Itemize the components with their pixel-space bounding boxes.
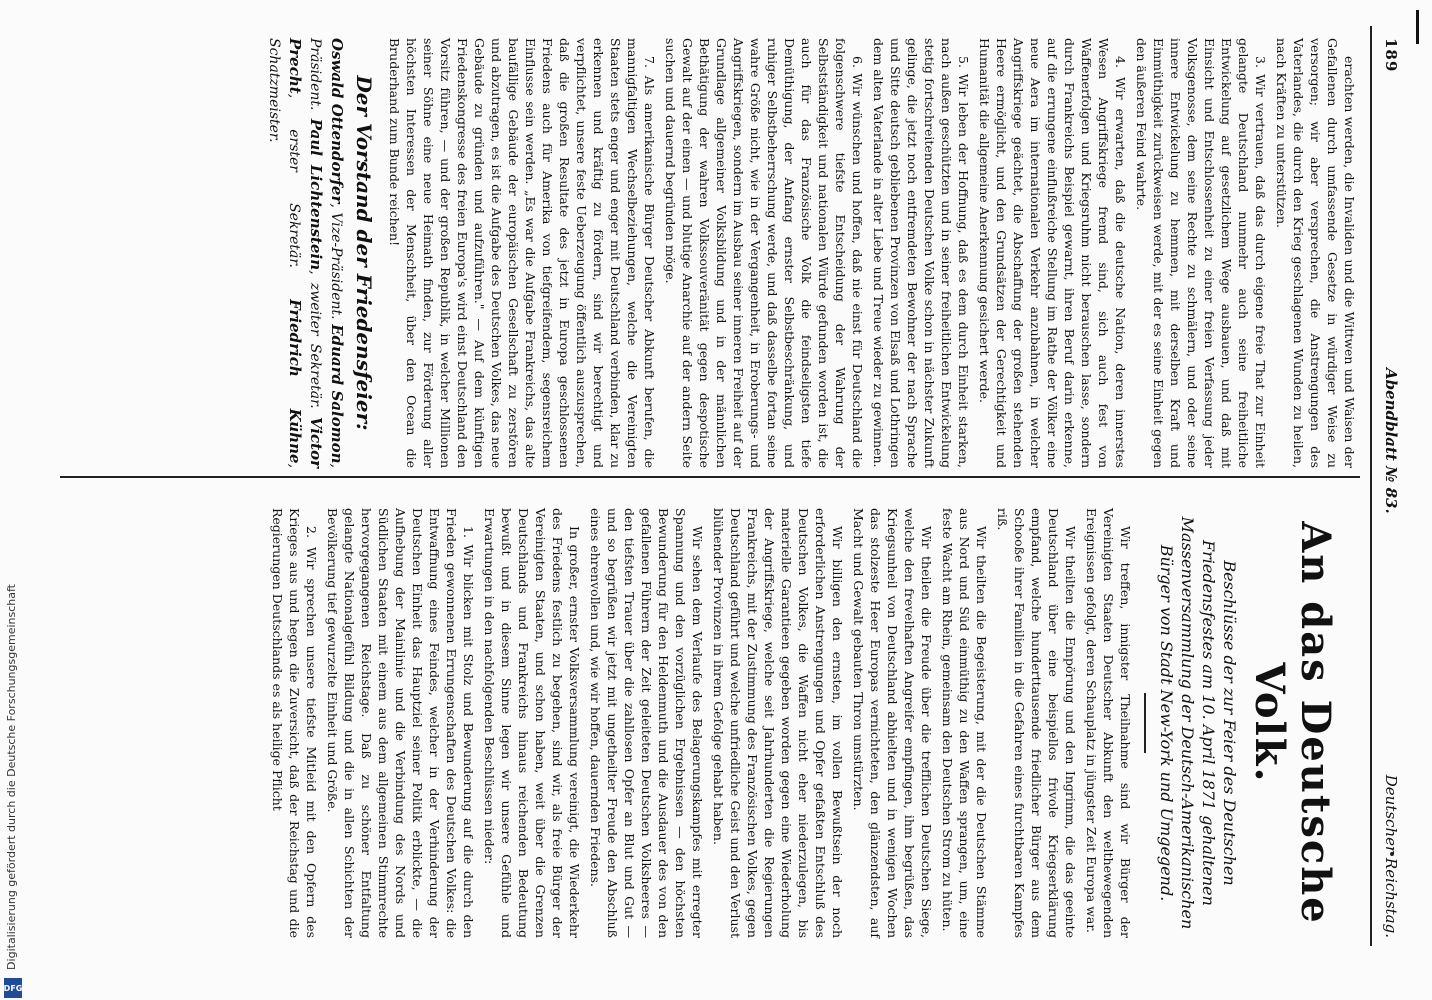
signatory: Eduard Salomon, Präsident.: [307, 38, 346, 468]
article-subtitle: Beschlüsse der zur Feier des Deutschen Friedensfestes am 10. April 1871 gehaltenen Massenversammlung der Deutsch-Amerikanischen Bürger von Stadt New-York und Umgegend.: [1157, 516, 1239, 930]
digitization-footer: [2, 584, 24, 1000]
paragraph: 1. Wir blicken mit Stolz und Bewunderung auf die durch den Frieden gewonnenen Errungenschaften des Deutschen Volkes: die Entwaffnung eines Feindes, welcher in der Verhinderung der Deutschen Einheit das Hauptziel seiner Politik erblickte, — die Aufhebung der Mainlinie und die Verbindung des Nords und Südlichen Staaten mit einem aus dem allgemeinen Stimmrechte hervorgegangenen Reichstage. Daß zu schöner Entfaltung gelangte Nationalgefühl Bildung und die in allen Schichten der Bevölkerung tief gewurzelte Einheit und Größe.: [325, 508, 476, 938]
signature-heading: Der Vorstand der Friedensfeier:: [352, 75, 376, 431]
header-rule: [1370, 26, 1372, 946]
article-column: [265, 508, 1358, 938]
left-paragraphs: [269, 508, 1134, 938]
paragraph: Wir theilten die Empörung und den Ingrimm, die das geeinte Deutschland über eine beispiellos frivole Kriegserklärung empfand, welche hunderttausende friedlicher Bürger aus dem Schooße ihrer Familien in die Gefahren eines furchtbaren Kampfes riß.: [995, 508, 1078, 938]
paragraph: Wir sehen dem Verlaufe des Belagerungskampfes mit erregter Spannung und den vorzüglichen Ergebnissen — den höchsten Bewunderung für den Heldenmuth und die Ausdauer des von den gefallenen Führern der Zeit geleiteten Deutschen Volksheeres — den tiefsten Trauer über die zahllosen Opfer an Blut und Gut — und so begrüßen wir jetzt mit ungetheilter Freude den Abschluß eines ehrenvollen und, wie wir hoffen, dauernden Friedens.: [588, 508, 705, 938]
paragraph: 4. Wir erwarten, daß die deutsche Nation, deren innerstes Wesen Angriffskriege fremd sind, sich auch fest von Waffenerfolgen und Kriegsruhm nicht berauschen lasse, sondern durch Frankreichs Beispiel gewarnt, ihren Beruf darin erkenne, auf die errungene einflußreiche Stellung im Rathe der Völker eine neue Aera im internationalen Verkehr anzubahnen, in welcher Angriffskriege geächtet, die Abschaffung der großen stehenden Heere ermöglicht, und den Grundsätzen der Gerechtigkeit und Humanität die allgemeine Anerkennung gesichert werde.: [977, 38, 1128, 468]
paragraph: Wir billigen den ernsten, im vollen Bewußtsein der noch erforderlichen Anstrengungen und Opfer gefaßten Entschluß des Deutschen Volkes, die Waffen nicht eher niederzulegen, bis materielle Garantieen gegeben worden gegen eine Wiederholung der Angriffskriege, welche seit Jahrhunderten die Regierungen Frankreichs, mit der Zustimmung des Französischen Volkes, gegen Deutschland geführt und welche unfriedliche Geist und den Verlust blühender Provinzen in ihrem Gefolge gehabt haben.: [711, 508, 845, 938]
signatory: Paul Lichtenstein, zweiter Sekretär.: [307, 118, 325, 409]
paragraph: 5. Wir leben der Hoffnung, daß es dem durch Einheit starken, nach außen geschützten und in seiner freiheitlichen Entwickelung stetig fortschreitenden Deutschen Volke schon in nächster Zukunft gelinge, die jetzt noch entfremdeten Bewohner der nach Sprache und Sitte deutsch gebliebenen Provinzen von Elsaß und Lothringen dem alten Vaterlande in alter Liebe und Treue wieder zu gewinnen.: [871, 38, 971, 468]
right-paragraphs: [386, 38, 1358, 468]
page-number: 189: [1382, 38, 1400, 73]
article-title: An das Deutsche Volk.: [1246, 521, 1339, 925]
rotated-newspaper-page: [40, 8, 1400, 968]
signatory: Victor Precht, erster Sekretär.: [286, 38, 325, 469]
paragraph: 3. Wir vertrauen, daß das durch eigene freie That zur Einheit gelangte Deutschland nunmehr auch seine freiheitliche Entwickelung auf gesetzlichem Wege ausbauen, und daß mit Einsicht und Entschlossenheit zu einer freien Verfassung jeder Volksgenosse, dem seine Rechte zu schmälern, und oder seine innere Entwickelung zu hemmen, mit derselben Kraft und Einmüthigkeit zurückweisen werde, mit der es seine Einheit gegen den äußeren Feind wahrte.: [1134, 38, 1268, 468]
running-head: Deutscher Reichstag.: [1382, 774, 1400, 938]
paragraph: Wir treffen, innigster Theilnahme sind wir Bürger der Vereinigten Staaten Deutscher Abkunft den welthewegenden Ereignissen gefolgt, deren Schauplatz in jüngster Zeit Europa war.: [1084, 508, 1133, 938]
scan-edge-mark: [1416, 10, 1419, 44]
signatory: Oswald Ottendorfer, Vize-Präsident.: [328, 38, 346, 320]
issue-label: Abendblatt № 83.: [1382, 368, 1400, 514]
page-header: [1372, 38, 1400, 938]
column-rule: [60, 476, 1360, 478]
paragraph: In großer, ernster Volksversammlung vereinigt, die Wiederkehr des Friedens festlich zu begehen, sind wir, als freie Bürger der Vereinigten Staaten, und schon haben, weit über die Grenzen Deutschlands und Frankreichs hinaus reichenden Bedeutung bewußt und in diesem Sinne legen wir unsere Gefühle und Erwartungen in den nachfolgenden Beschlüssen nieder:: [482, 508, 582, 938]
signatory: Friedrich Kühne, Schatzmeister.: [266, 38, 304, 469]
paragraph: Wir theilen die Freude über die trefflichen Deutschen Siege, welche den frevelhaften Angreifer empfingen, ihm begrüßen, das Kriegsunheil von Deutschland abhielten und in wenigen Wochen das stolzeste Heer Europas vernichteten, den glänzendsten, auf Macht und Gewalt gebauten Thron umstürzten.: [851, 508, 934, 938]
paragraph: 7. Als amerikanische Bürger Deutscher Abkunft berufen, die mannigfaltigen Wechselbeziehungen, welche die Vereinigten Staaten stets enger und enger mit Deutschland verbinden, klar zu erkennen und kräftig zu fördern, sind wir berechtigt und verpflichtet, unsere feste Ueberzeugung öffentlich auszusprechen, daß die großen Resultate des jetzt in Europa geschlossenen Friedens auch für Amerika von tiefgreifendem, segensreichem Einflusse sein werden. „Es war die Aufgabe Frankreichs, das alte baufällige Gebäude der europäischen Gesellschaft zu zerstören und abzutragen, es ist die Aufgabe des Deutschen Volkes, das neue Gebäude zu gründen und aufzuführen." — Auf dem künftigen Friedenskongresse des freien Europa's wird einst Deutschland den Vorsitz führen, — und der großen Republik, in welcher Millionen seiner Söhne eine neue Heimath finden, zur Förderung aller höchsten Interessen der Menschheit, über den Ocean die Bruderhand zum Bunde reichen!: [387, 38, 657, 468]
title-separator: [1144, 693, 1146, 753]
dfg-logo-icon: DFG: [4, 978, 22, 998]
paragraph: erachten werden, die Invaliden und die Wittwen und Waisen der Gefallenen durch umfassende Gesetze in würdiger Weise zu versorgen; wir aber versprechen, die Anstrengungen des Vaterlandes, die durch den Krieg geschlagenen Wunden zu heilen, nach Kräften zu unterstützen.: [1274, 38, 1357, 468]
signatories: [264, 38, 347, 468]
paragraph: 6. Wir wünschen und hoffen, daß nie einst für Deutschland die folgenschwere tiefste Entscheidung der Wahrung der Selbstständigkeit und nationalen Würde gefunden worden ist, die auch für das Französische Volk die feindseligsten tiefe Demüthigung, der Anfang ernster Selbstbeschränkung, und ruhiger Selbstbeherrschung werde, und daß dasselbe fortan seine wahre Größe nicht, wie in der Vergangenheit, in Eroberungs- und Angriffskriegen, sondern im Ausbau seiner inneren Freiheit auf der Grundlage allgemeiner Volksbildung und in der männlichen Bethätigung der wahren Volkssouveränität gegen despotische Gewalt auf der einen — und blutige Anarchie auf der andern Seite suchen und dauernd begründen möge.: [663, 38, 865, 468]
continuation-column: [264, 38, 1358, 468]
paragraph: 2. Wir sprechen unsere tiefste Mitleid mit den Opfern des Krieges aus und hegen die Zuversicht, daß der Reichstag und die Regierungen Deutschlands es als heilige Pflicht: [270, 508, 319, 938]
digitization-note: Digitalisierung gefördert durch die Deutsche Forschungsgemeinschaft: [5, 584, 18, 970]
paragraph: Wir theilten die Begeisterung, mit der die Deutschen Stämme aus Nord und Süd einmüthig zu den Waffen sprangen, um, eine feste Wacht am Rhein, gemeinsam den Deutschen Strom zu hüten.: [940, 508, 989, 938]
